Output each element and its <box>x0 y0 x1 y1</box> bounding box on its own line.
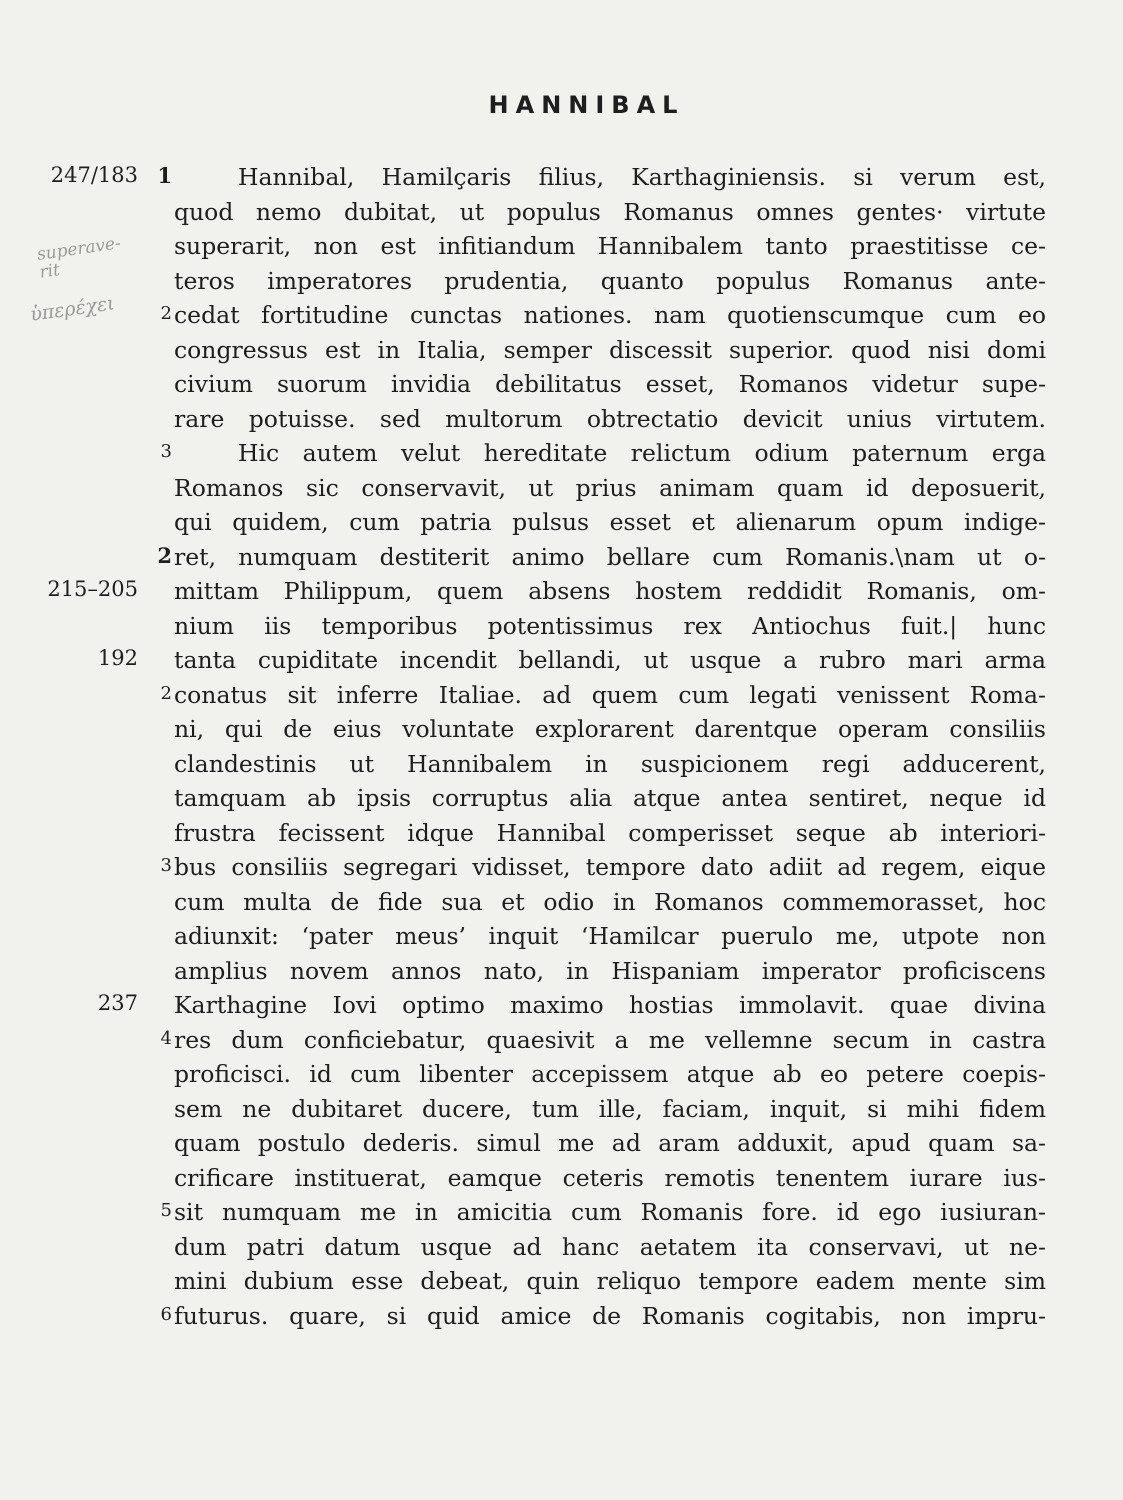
handwritten-note-superaverit: superave- rit <box>35 233 123 283</box>
text-line <box>0 1092 1123 1126</box>
text-line <box>0 402 1123 436</box>
text-line <box>0 160 1123 194</box>
text-line <box>0 850 1123 884</box>
section-number: 6 <box>160 1303 172 1325</box>
line-text: frustra fecissent idque Hannibal comperisset seque ab interiori- <box>174 818 1046 847</box>
line-text: Hic autem velut hereditate relictum odium paternum erga <box>238 439 1046 467</box>
line-text: tamquam ab ipsis corruptus alia atque antea sentiret, neque id <box>174 784 1046 812</box>
text-line <box>0 540 1123 574</box>
text-line <box>0 264 1123 298</box>
text-line <box>0 1057 1123 1091</box>
text-line <box>0 988 1123 1022</box>
section-number: 3 <box>160 855 172 876</box>
text-line <box>0 574 1123 608</box>
line-text: sem ne dubitaret ducere, tum ille, faciam, inquit, si mihi fidem <box>174 1094 1046 1123</box>
section-number: 3 <box>160 441 172 462</box>
text-line <box>0 712 1123 746</box>
line-text: Hannibal, Hamilçaris filius, Karthaginiensis. si verum est, <box>238 163 1046 191</box>
line-text: quam postulo dederis. simul me ad aram adduxit, apud quam sa- <box>174 1129 1046 1157</box>
section-number: 2 <box>157 542 172 568</box>
line-text: Romanos sic conservavit, ut prius animam quam id deposuerit, <box>174 473 1046 502</box>
line-text: congressus est in Italia, semper discessit superior. quod nisi domi <box>174 335 1046 364</box>
line-text: nium iis temporibus potentissimus rex Antiochus fuit.| hunc <box>174 611 1046 640</box>
line-text: res dum conficiebatur, quaesivit a me vellemne secum in castra <box>174 1025 1046 1054</box>
text-line <box>0 229 1123 263</box>
margin-date-note: 247/183 <box>50 163 138 187</box>
line-text: tanta cupiditate incendit bellandi, ut usque a rubro mari arma <box>174 646 1046 674</box>
line-text: ni, qui de eius voluntate explorarent darentque operam consiliis <box>174 715 1046 743</box>
line-text: crificare instituerat, eamque ceteris remotis tenentem iurare ius- <box>174 1163 1046 1192</box>
line-text: mini dubium esse debeat, quin reliquo tempore eadem mente sim <box>174 1267 1046 1295</box>
line-text: dum patri datum usque ad hanc aetatem ita conservavi, ut ne- <box>174 1232 1046 1261</box>
section-number: 4 <box>160 1027 172 1049</box>
section-number: 2 <box>160 682 172 704</box>
text-line <box>0 643 1123 677</box>
text-line <box>0 1299 1123 1333</box>
line-text: cum multa de fide sua et odio in Romanos commemorasset, hoc <box>174 887 1046 916</box>
line-text: adiunxit: ‘pater meus’ inquit ‘Hamilcar puerulo me, utpote non <box>174 922 1046 950</box>
text-line <box>0 1230 1123 1264</box>
line-text: ret, numquam destiterit animo bellare cum Romanis.\nam ut o- <box>174 542 1046 571</box>
text-line <box>0 781 1123 815</box>
text-line <box>0 333 1123 367</box>
margin-date-note: 192 <box>97 646 138 670</box>
text-line <box>0 1161 1123 1195</box>
handwritten-note-greek: ὑπερέχει <box>28 292 116 326</box>
line-text: bus consiliis segregari vidisset, tempore dato adiit ad regem, eique <box>174 853 1046 881</box>
text-line <box>0 816 1123 850</box>
line-text: futurus. quare, si quid amice de Romanis cogitabis, non impru- <box>174 1301 1046 1330</box>
line-text: cedat fortitudine cunctas nationes. nam quotienscumque cum eo <box>174 301 1046 329</box>
line-text: superarit, non est infitiandum Hannibalem tanto praestitisse ce- <box>174 232 1046 260</box>
text-line <box>0 609 1123 643</box>
text-line <box>0 1126 1123 1160</box>
text-line <box>0 1264 1123 1298</box>
text-line <box>0 505 1123 539</box>
line-text: conatus sit inferre Italiae. ad quem cum legati venissent Roma- <box>174 680 1046 709</box>
line-text: Karthagine Iovi optimo maximo hostias immolavit. quae divina <box>174 991 1046 1019</box>
line-text: amplius novem annos nato, in Hispaniam imperator proficiscens <box>174 956 1046 985</box>
text-line <box>0 367 1123 401</box>
line-text: clandestinis ut Hannibalem in suspicionem regi adducerent, <box>174 749 1046 778</box>
line-text: teros imperatores prudentia, quanto populus Romanus ante- <box>174 266 1046 295</box>
text-line <box>0 678 1123 712</box>
margin-date-note: 237 <box>97 991 138 1015</box>
line-text: civium suorum invidia debilitatus esset, Romanos videtur supe- <box>174 370 1046 398</box>
text-line <box>0 919 1123 953</box>
text-line <box>0 1195 1123 1229</box>
line-text: qui quidem, cum patria pulsus esset et alienarum opum indige- <box>174 508 1046 536</box>
section-number: 1 <box>157 163 172 188</box>
text-line <box>0 1023 1123 1057</box>
text-line <box>0 885 1123 919</box>
section-number: 5 <box>160 1200 172 1221</box>
text-line <box>0 195 1123 229</box>
line-text: rare potuisse. sed multorum obtrectatio devicit unius virtutem. <box>174 404 1046 433</box>
text-line <box>0 471 1123 505</box>
page-title: HANNIBAL <box>488 91 685 119</box>
text-line <box>0 298 1123 332</box>
text-line <box>0 436 1123 470</box>
section-number: 2 <box>160 303 172 324</box>
line-text: sit numquam me in amicitia cum Romanis fore. id ego iusiuran- <box>174 1198 1046 1226</box>
text-line <box>0 954 1123 988</box>
line-text: quod nemo dubitat, ut populus Romanus omnes gentes· virtute <box>174 197 1046 226</box>
line-text: mittam Philippum, quem absens hostem reddidit Romanis, om- <box>174 577 1046 605</box>
text-line <box>0 747 1123 781</box>
margin-date-note: 215–205 <box>47 577 138 601</box>
line-text: proficisci. id cum libenter accepissem atque ab eo petere coepis- <box>174 1060 1046 1088</box>
